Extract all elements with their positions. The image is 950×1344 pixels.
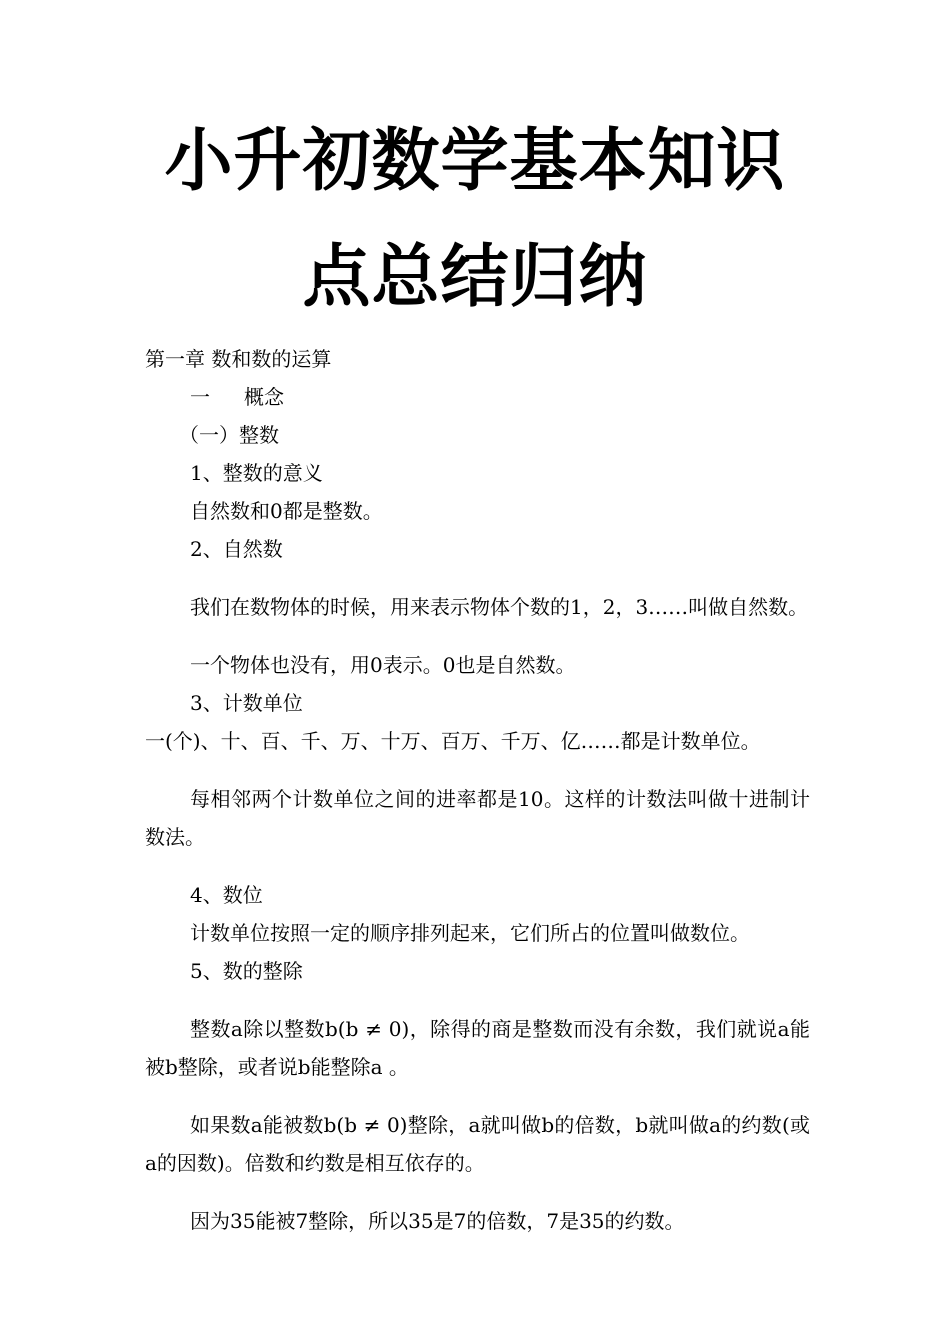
paragraph-8: 如果数a能被数b(b ≠ 0)整除，a就叫做b的倍数，b就叫做a的约数(或a的因数)。倍数和约数是相互依存的。 bbox=[145, 1113, 810, 1175]
document-body bbox=[145, 340, 810, 1240]
item-heading-4: 4、数位 bbox=[190, 883, 263, 907]
item-heading-3: 3、计数单位 bbox=[190, 691, 303, 715]
section-heading bbox=[145, 378, 810, 416]
paragraph-2: 我们在数物体的时候，用来表示物体个数的1，2，3……叫做自然数。 bbox=[190, 595, 809, 619]
paragraph-3: 一个物体也没有，用0表示。0也是自然数。 bbox=[190, 653, 576, 677]
subsection-heading: （一）整数 bbox=[179, 423, 279, 447]
paragraph-1: 自然数和0都是整数。 bbox=[190, 499, 383, 523]
paragraph-6: 计数单位按照一定的顺序排列起来，它们所占的位置叫做数位。 bbox=[190, 921, 750, 945]
title-line-1: 小升初数学基本知识 bbox=[164, 122, 786, 201]
item-heading-1: 1、整数的意义 bbox=[190, 461, 323, 485]
chapter-heading: 第一章 数和数的运算 bbox=[145, 347, 332, 371]
paragraph-9: 因为35能被7整除，所以35是7的倍数，7是35的约数。 bbox=[190, 1209, 685, 1233]
paragraph-7: 整数a除以整数b(b ≠ 0)，除得的商是整数而没有余数，我们就说a能被b整除，或者说b能整除a 。 bbox=[145, 1017, 810, 1079]
title-line-2: 点总结归纳 bbox=[302, 238, 648, 317]
item-heading-5: 5、数的整除 bbox=[190, 959, 303, 983]
paragraph-5: 每相邻两个计数单位之间的进率都是10。这样的计数法叫做十进制计数法。 bbox=[145, 787, 810, 849]
section-number: 一 bbox=[190, 385, 210, 409]
section-title: 概念 bbox=[244, 385, 284, 409]
paragraph-4: 一(个)、十、百、千、万、十万、百万、千万、亿……都是计数单位。 bbox=[145, 729, 761, 753]
item-heading-2: 2、自然数 bbox=[190, 537, 283, 561]
